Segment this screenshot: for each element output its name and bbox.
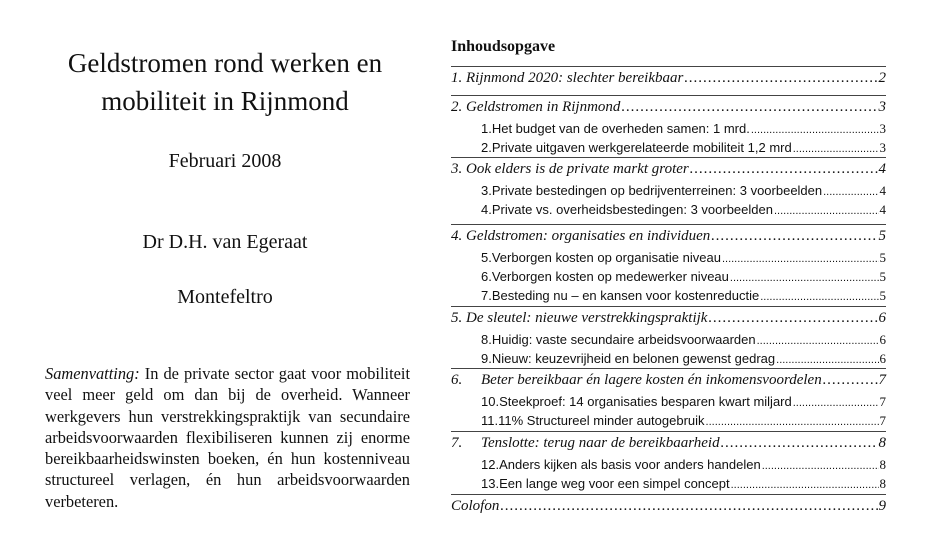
toc-leader	[721, 432, 878, 455]
toc-chapter-label: 2. Geldstromen in Rijnmond	[451, 99, 621, 115]
toc-page-number: 2	[878, 70, 886, 86]
document-author: Dr D.H. van Egeraat	[142, 231, 308, 253]
toc-item[interactable]	[451, 119, 886, 138]
toc-page-number: 3	[878, 99, 886, 115]
toc-leader	[760, 286, 878, 307]
toc-item-page: 5	[879, 250, 886, 265]
toc-section-6[interactable]	[451, 368, 886, 430]
toc-item-label: 11% Structureel minder autogebruik	[498, 413, 705, 428]
toc-item-number: 1.	[481, 121, 492, 136]
toc-item-label: Steekproef: 14 organisaties besparen kwart miljard	[499, 394, 792, 409]
summary-text: In de private sector gaat voor mobiliteit veel meer geld om dan bij de overheid. Wanneer werkgevers hun verstrekkingspraktijk van secundaire arbeidsvoorwaarden flexibiliseren kunnen zij enorme bereikbaarheidswinsten boeken, én hun kostenniveau structureel verlagen, én hun arbeidsvoorwaarden verbeteren.	[45, 364, 410, 511]
toc-item-page: 3	[879, 121, 886, 136]
toc-item[interactable]	[451, 248, 886, 267]
toc-item-label: Verborgen kosten op organisatie niveau	[491, 250, 721, 265]
toc-item-number: 5.	[481, 250, 492, 265]
toc-leader	[731, 474, 879, 495]
toc-leader	[684, 67, 877, 90]
toc-item-number: 7.	[481, 288, 492, 303]
toc-section-3[interactable]	[451, 157, 886, 219]
toc-item-label: Private vs. overheidsbestedingen: 3 voorbeelden	[491, 202, 773, 217]
toc-item-label: Private bestedingen op bedrijventerreinen: 3 voorbeelden	[491, 183, 823, 198]
toc-heading: Inhoudsopgave	[451, 38, 556, 55]
toc-item-page: 8	[879, 476, 886, 491]
toc-leader	[722, 248, 879, 269]
toc-leader	[706, 411, 879, 432]
toc-leader	[762, 455, 879, 476]
toc-item[interactable]	[451, 200, 886, 219]
toc-leader	[751, 119, 879, 140]
title-line-2: mobiliteit in Rijnmond	[101, 86, 349, 116]
toc-leader	[823, 181, 878, 202]
toc-leader	[823, 369, 878, 392]
toc-item-page: 4	[879, 202, 886, 217]
toc-page-number: 9	[878, 498, 886, 514]
toc-leader	[708, 307, 877, 330]
toc-leader	[500, 495, 877, 518]
toc-leader	[757, 330, 879, 351]
toc-item-page: 5	[879, 269, 886, 284]
toc-item[interactable]	[451, 392, 886, 411]
toc-page-number: 6	[878, 310, 886, 326]
toc-item-number: 12.	[481, 457, 500, 472]
toc-item[interactable]	[451, 349, 886, 368]
toc-item[interactable]	[451, 455, 886, 474]
toc-chapter-label: 3. Ook elders is de private markt groter	[451, 161, 689, 177]
toc-item-label: Private uitgaven werkgerelateerde mobiliteit 1,2 mrd	[491, 140, 792, 155]
toc-item[interactable]	[451, 267, 886, 286]
toc-item-page: 7	[879, 394, 886, 409]
toc-leader	[690, 158, 878, 181]
toc-item-label: Verborgen kosten op medewerker niveau	[491, 269, 729, 284]
toc-item-page: 3	[879, 140, 886, 155]
summary-lead: Samenvatting:	[45, 364, 140, 383]
toc-item-page: 8	[879, 457, 886, 472]
document-organisation: Montefeltro	[177, 286, 273, 308]
toc-item-number: 10.	[481, 394, 500, 409]
toc-item-number: 8.	[481, 332, 492, 347]
toc-chapter-label: Colofon	[451, 498, 500, 514]
toc-leader	[793, 138, 879, 159]
toc-item[interactable]	[451, 411, 886, 430]
toc-item-number: 4.	[481, 202, 492, 217]
toc-leader	[776, 349, 878, 370]
toc-chapter-label: 1. Rijnmond 2020: slechter bereikbaar	[451, 70, 684, 86]
toc-item-label: Huidig: vaste secundaire arbeidsvoorwaarden	[491, 332, 756, 347]
toc-page-number: 4	[878, 161, 886, 177]
toc-chapter-label: 7. Tenslotte: terug naar de bereikbaarheid	[451, 435, 720, 451]
title-line-1: Geldstromen rond werken en	[67, 48, 383, 78]
summary-paragraph	[45, 363, 410, 512]
toc-item-page: 7	[879, 413, 886, 428]
toc-item-number: 11.	[481, 413, 499, 428]
toc-section-colofon[interactable]	[451, 494, 886, 518]
toc-item[interactable]	[451, 181, 886, 200]
toc-leader	[774, 200, 879, 221]
toc-leader	[793, 392, 879, 413]
toc-section-4[interactable]	[451, 224, 886, 305]
toc-leader	[730, 267, 879, 288]
toc-item-label: Anders kijken als basis voor anders handelen	[499, 457, 761, 472]
toc-page-number: 8	[878, 435, 886, 451]
toc-section-5[interactable]	[451, 306, 886, 368]
toc-item-label: Nieuw: keuzevrijheid en belonen gewenst gedrag	[491, 351, 776, 366]
toc-section-2[interactable]	[451, 95, 886, 157]
toc-item[interactable]	[451, 138, 886, 157]
toc-chapter-label: 6. Beter bereikbaar én lagere kosten én inkomensvoordelen	[451, 372, 822, 388]
toc-item-number: 6.	[481, 269, 492, 284]
toc-item-label: Een lange weg voor een simpel concept	[499, 476, 730, 491]
toc-item-number: 13.	[481, 476, 500, 491]
toc-item[interactable]	[451, 286, 886, 305]
toc-item-page: 6	[879, 351, 886, 366]
toc-item-page: 6	[879, 332, 886, 347]
toc-item[interactable]	[451, 474, 886, 493]
toc-leader	[711, 225, 877, 248]
toc-chapter-label: 4. Geldstromen: organisaties en individuen	[451, 228, 711, 244]
toc-item-number: 2.	[481, 140, 492, 155]
toc-chapter-label: 5. De sleutel: nieuwe verstrekkingspraktijk	[451, 310, 708, 326]
toc-item-number: 3.	[481, 183, 492, 198]
toc-page-number: 7	[878, 372, 886, 388]
toc-item-number: 9.	[481, 351, 492, 366]
document-date: Februari 2008	[168, 150, 282, 172]
toc-item[interactable]	[451, 330, 886, 349]
toc-item-page: 4	[879, 183, 886, 198]
toc-item-label: Besteding nu – en kansen voor kostenreductie	[491, 288, 760, 303]
toc-leader	[621, 96, 877, 119]
document-title	[40, 44, 410, 120]
toc-section-1[interactable]	[451, 66, 886, 90]
toc-page-number: 5	[878, 228, 886, 244]
toc-section-7[interactable]	[451, 431, 886, 493]
toc-item-label: Het budget van de overheden samen: 1 mrd.	[491, 121, 750, 136]
toc-item-page: 5	[879, 288, 886, 303]
